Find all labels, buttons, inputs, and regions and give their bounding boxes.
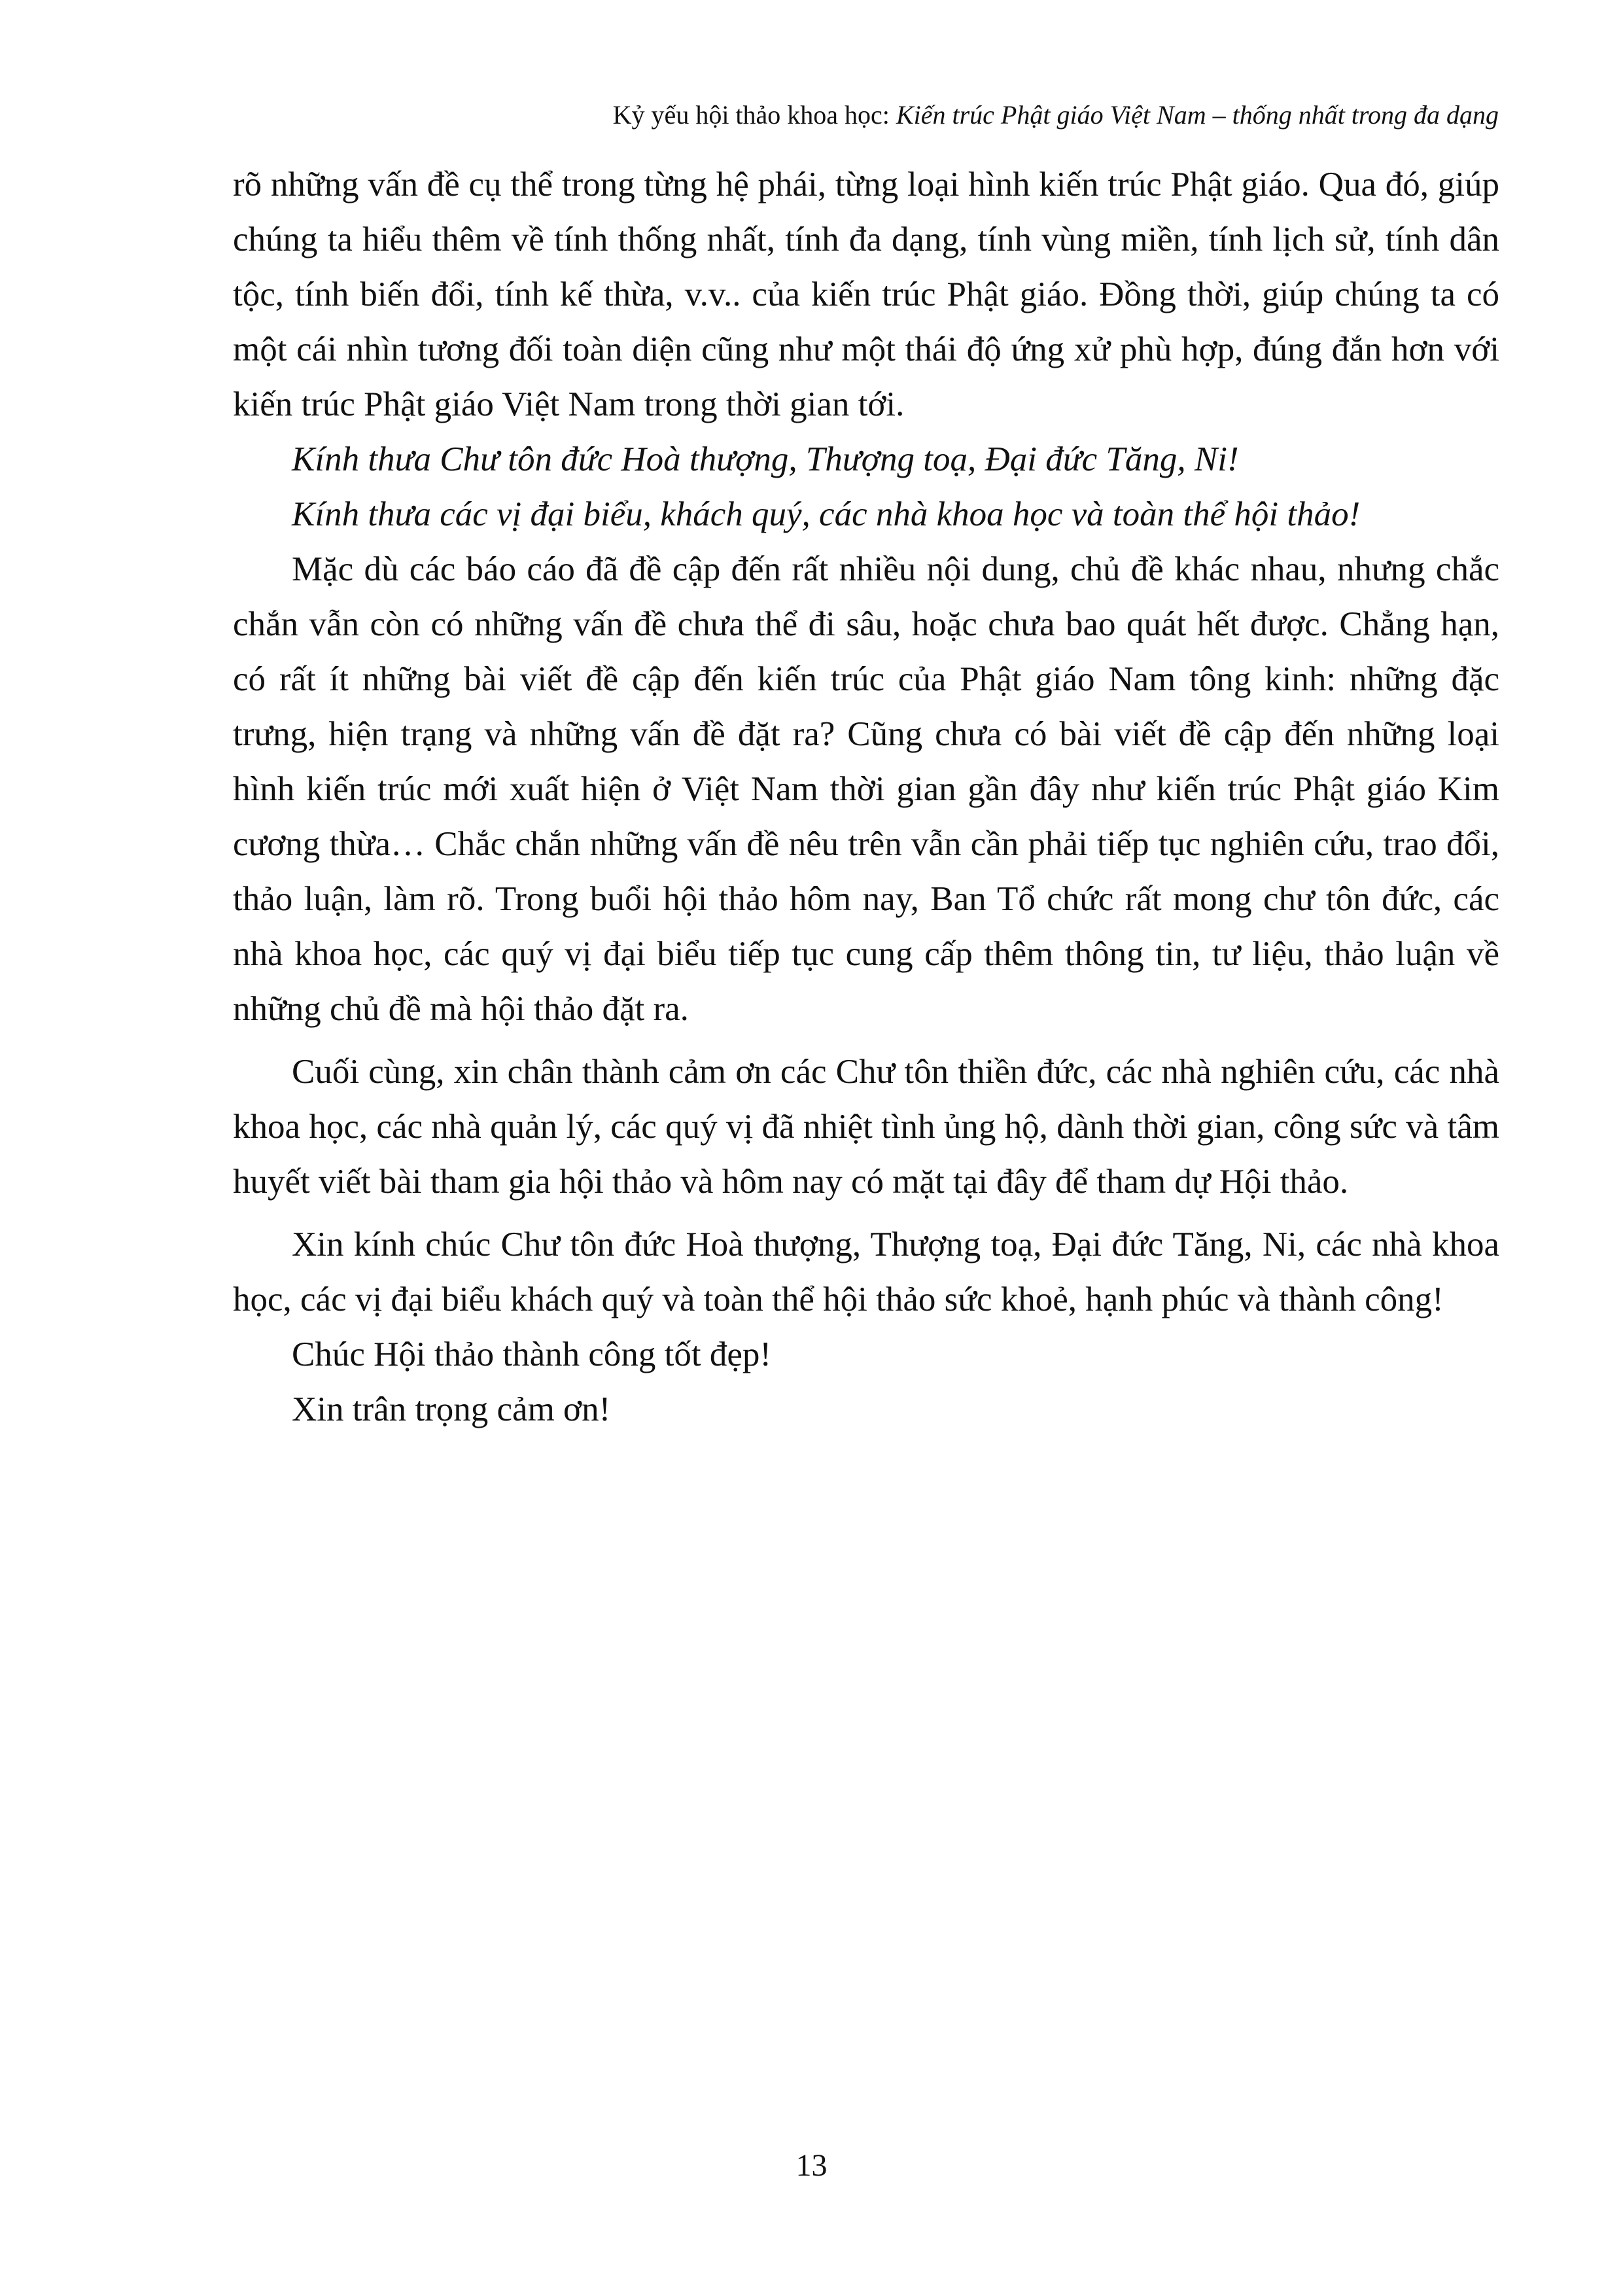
- closing-thanks: Xin trân trọng cảm ơn!: [292, 1390, 611, 1428]
- running-header: [233, 98, 1499, 132]
- salutation-guests: Kính thưa các vị đại biểu, khách quý, các nhà khoa học và toàn thể hội thảo!: [292, 495, 1361, 533]
- header-title: Kiến trúc Phật giáo Việt Nam – thống nhất trong đa dạng: [896, 100, 1499, 130]
- paragraph-thanks: Cuối cùng, xin chân thành cảm ơn các Chư tôn thiền đức, các nhà nghiên cứu, các nhà khoa học, các nhà quản lý, các quý vị đã nhiệt tình ủng hộ, dành thời gian, công sức và tâm huyết viết bài tham gia hội thảo và hôm nay có mặt tại đây để tham dự Hội thảo.: [233, 1053, 1499, 1201]
- salutation-clergy: Kính thưa Chư tôn đức Hoà thượng, Thượng toạ, Đại đức Tăng, Ni!: [292, 440, 1239, 478]
- header-prefix: Kỷ yếu hội thảo khoa học:: [612, 100, 896, 130]
- closing-wish: Chúc Hội thảo thành công tốt đẹp!: [292, 1335, 772, 1373]
- paragraph-continuation: rõ những vấn đề cụ thể trong từng hệ phái, từng loại hình kiến trúc Phật giáo. Qua đó, giúp chúng ta hiểu thêm về tính thống nhất, tính đa dạng, tính vùng miền, tính lịch sử, tính dân tộc, tính biến đổi, tính kế thừa, v.v.. của kiến trúc Phật giáo. Đồng thời, giúp chúng ta có một cái nhìn tương đối toàn diện cũng như một thái độ ứng xử phù hợp, đúng đắn hơn với kiến trúc Phật giáo Việt Nam trong thời gian tới.: [233, 166, 1499, 423]
- page-number: 13: [795, 2148, 828, 2183]
- paragraph-wishes: Xin kính chúc Chư tôn đức Hoà thượng, Thượng toạ, Đại đức Tăng, Ni, các nhà khoa học, các vị đại biểu khách quý và toàn thể hội thảo sức khoẻ, hạnh phúc và thành công!: [233, 1226, 1499, 1318]
- paragraph-open-issues: Mặc dù các báo cáo đã đề cập đến rất nhiều nội dung, chủ đề khác nhau, nhưng chắc chắn vẫn còn có những vấn đề chưa thể đi sâu, hoặc chưa bao quát hết được. Chẳng hạn, có rất ít những bài viết đề cập đến kiến trúc của Phật giáo Nam tông kinh: những đặc trưng, hiện trạng và những vấn đề đặt ra? Cũng chưa có bài viết đề cập đến những loại hình kiến trúc mới xuất hiện ở Việt Nam thời gian gần đây như kiến trúc Phật giáo Kim cương thừa… Chắc chắn những vấn đề nêu trên vẫn cần phải tiếp tục nghiên cứu, trao đổi, thảo luận, làm rõ. Trong buổi hội thảo hôm nay, Ban Tổ chức rất mong chư tôn đức, các nhà khoa học, các quý vị đại biểu tiếp tục cung cấp thêm thông tin, tư liệu, thảo luận về những chủ đề mà hội thảo đặt ra.: [233, 550, 1499, 1028]
- body-text: [233, 157, 1499, 1437]
